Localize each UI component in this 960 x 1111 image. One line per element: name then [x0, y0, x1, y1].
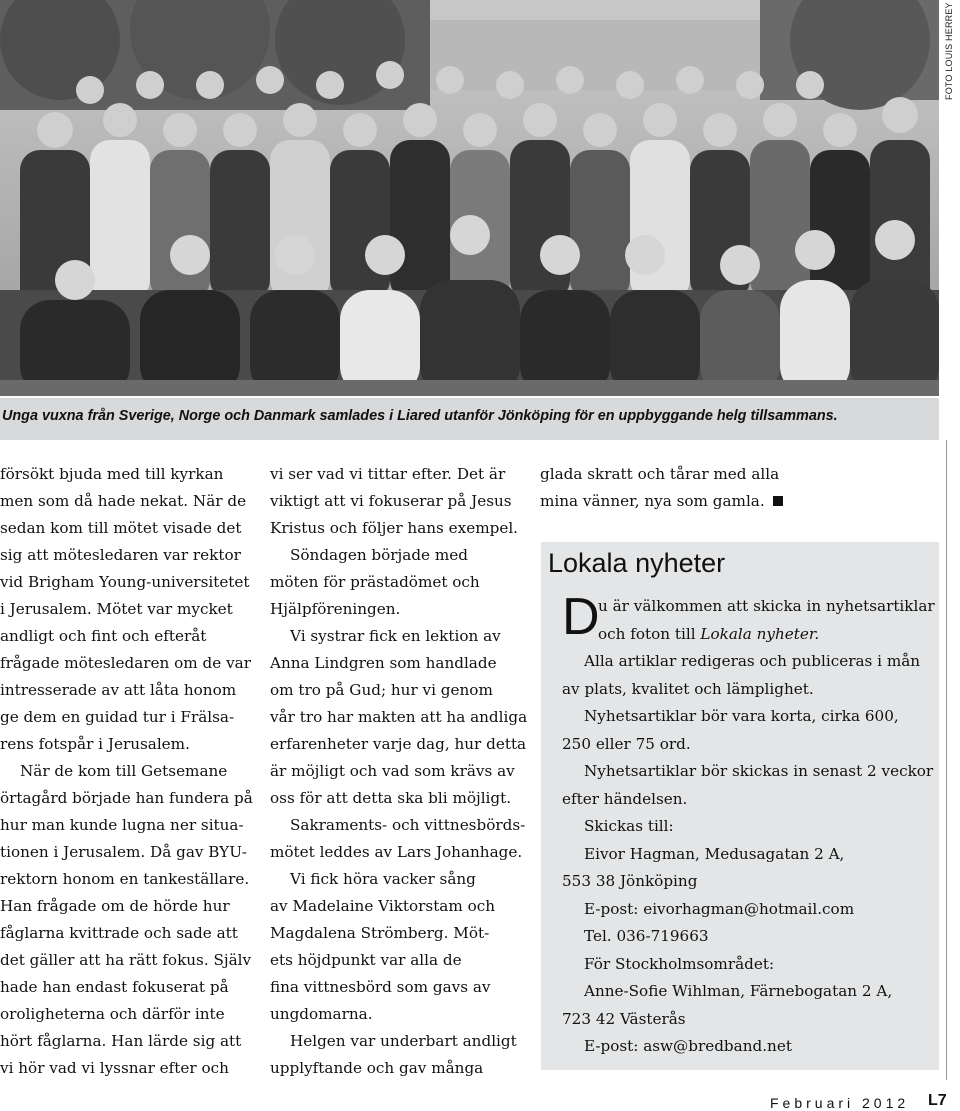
- text-line: 553 38 Jönköping: [562, 872, 698, 890]
- group-photo-illustration: [0, 0, 939, 396]
- text-line: Anna Lindgren som handlade: [270, 654, 497, 672]
- text-line: vår tro har makten att ha andliga: [270, 708, 528, 726]
- text-line: vi hör vad vi lyssnar efter och: [0, 1059, 229, 1077]
- article-column-2: [270, 461, 528, 1082]
- text-line: 250 eller 75 ord.: [562, 734, 691, 753]
- local-news-body: [562, 588, 935, 1061]
- column-rule: [946, 440, 947, 1080]
- text-line: erfarenheter varje dag, hur detta: [270, 735, 527, 753]
- text-line: mötet leddes av Lars Johanhage.: [270, 843, 523, 861]
- text-line: [540, 488, 940, 515]
- text-line: Sakraments- och vittnesbörds-: [290, 816, 526, 834]
- text-line: Vi systrar fick en lektion av: [290, 627, 501, 645]
- text-line: Söndagen började med: [290, 546, 468, 564]
- text-line: sig att mötesledaren var rektor: [0, 546, 241, 564]
- text-line: Anne-Sofie Wihlman, Färnebogatan 2 A,: [584, 982, 893, 1000]
- page-number: L7: [928, 1092, 947, 1109]
- text-line: rektorn honom en tankeställare.: [0, 870, 250, 888]
- text-line: u är välkommen att skicka in nyhetsartiklar: [598, 597, 935, 615]
- text-line: Nyhetsartiklar bör skickas in senast 2 veckor: [584, 762, 934, 780]
- text-line: om tro på Gud; hur vi genom: [270, 681, 493, 699]
- text-line: rens fotspår i Jerusalem.: [0, 735, 190, 753]
- text-line: hade han endast fokuserat på: [0, 978, 229, 996]
- publication-name: Lokala nyheter.: [700, 624, 820, 643]
- phone-line: Tel. 036-719663: [584, 927, 709, 945]
- text-line: ets höjdpunkt var alla de: [270, 951, 462, 969]
- text-line: oss för att detta ska bli möjligt.: [270, 789, 512, 807]
- text-line: vid Brigham Young-universitetet: [0, 573, 250, 591]
- text-line: av plats, kvalitet och lämplighet.: [562, 679, 814, 698]
- text-line-content: mina vänner, nya som gamla.: [540, 492, 765, 510]
- text-line: det gäller att ha rätt fokus. Själv: [0, 951, 252, 969]
- text-line: örtagård började han fundera på: [0, 789, 253, 807]
- text-line: Kristus och följer hans exempel.: [270, 519, 519, 537]
- text-line: [562, 621, 932, 649]
- text-line: Alla artiklar redigeras och publiceras i mån: [584, 652, 921, 670]
- text-line: fina vittnesbörd som gavs av: [270, 978, 491, 996]
- text-line: frågade mötesledaren om de var: [0, 654, 251, 672]
- article-column-1: [0, 461, 253, 1082]
- text-line: andligt och fint och efteråt: [0, 627, 207, 645]
- text-line: vi ser vad vi tittar efter. Det är: [270, 465, 506, 483]
- text-line: tionen i Jerusalem. Då gav BYU-: [0, 843, 247, 861]
- text-line: viktigt att vi fokuserar på Jesus: [270, 492, 512, 510]
- text-line: Vi fick höra vacker sång: [290, 870, 476, 888]
- text-line: Eivor Hagman, Medusagatan 2 A,: [584, 844, 845, 863]
- text-line: av Madelaine Viktorstam och: [270, 897, 496, 915]
- text-line: Skickas till:: [584, 817, 674, 835]
- text-line: men som då hade nekat. När de: [0, 492, 247, 510]
- text-line: Han frågade om de hörde hur: [0, 897, 230, 915]
- text-line: hört fåglarna. Han lärde sig att: [0, 1032, 242, 1050]
- text-line: Magdalena Strömberg. Möt-: [270, 924, 490, 942]
- text-line: glada skratt och tårar med alla: [540, 465, 780, 483]
- text-line: upplyftande och gav många: [270, 1059, 484, 1077]
- email-line: E-post: eivorhagman@hotmail.com: [584, 899, 855, 918]
- text-line: När de kom till Getsemane: [20, 762, 228, 780]
- text-line: sedan kom till mötet visade det: [0, 519, 242, 537]
- text-line: Hjälpföreningen.: [270, 600, 401, 618]
- group-photo: [0, 0, 939, 396]
- text-line: För Stockholmsområdet:: [584, 954, 775, 973]
- text-line: Nyhetsartiklar bör vara korta, cirka 600,: [584, 707, 899, 725]
- text-line: möten för prästadömet och: [270, 573, 480, 591]
- text-line: är möjligt och vad som krävs av: [270, 762, 515, 780]
- photo-credit: FOTO LOUIS HERREY: [944, 2, 954, 100]
- text-line-content: och foton till: [598, 624, 701, 643]
- end-of-article-mark: [773, 496, 783, 506]
- text-line: intresserade av att låta honom: [0, 681, 237, 699]
- text-line: ungdomarna.: [270, 1005, 373, 1023]
- text-line: hur man kunde lugna ner situa-: [0, 816, 244, 834]
- text-line: försökt bjuda med till kyrkan: [0, 465, 224, 483]
- text-line: Helgen var underbart andligt: [290, 1032, 517, 1050]
- text-line: efter händelsen.: [562, 789, 688, 808]
- photo-caption: Unga vuxna från Sverige, Norge och Danmark samlades i Liared utanför Jönköping för en uppbyggande helg tillsammans.: [2, 408, 838, 424]
- text-line: 723 42 Västerås: [562, 1009, 686, 1028]
- text-line: ge dem en guidad tur i Frälsa-: [0, 708, 235, 726]
- issue-date: Februari 2012: [770, 1095, 910, 1111]
- article-column-3: [540, 461, 940, 515]
- text-line: oroligheterna och därför inte: [0, 1005, 225, 1023]
- text-line: i Jerusalem. Mötet var mycket: [0, 600, 233, 618]
- email-line: E-post: asw@bredband.net: [584, 1037, 792, 1055]
- drop-cap: D: [562, 588, 600, 646]
- text-line: fåglarna kvittrade och sade att: [0, 924, 238, 942]
- local-news-title: Lokala nyheter: [548, 548, 726, 578]
